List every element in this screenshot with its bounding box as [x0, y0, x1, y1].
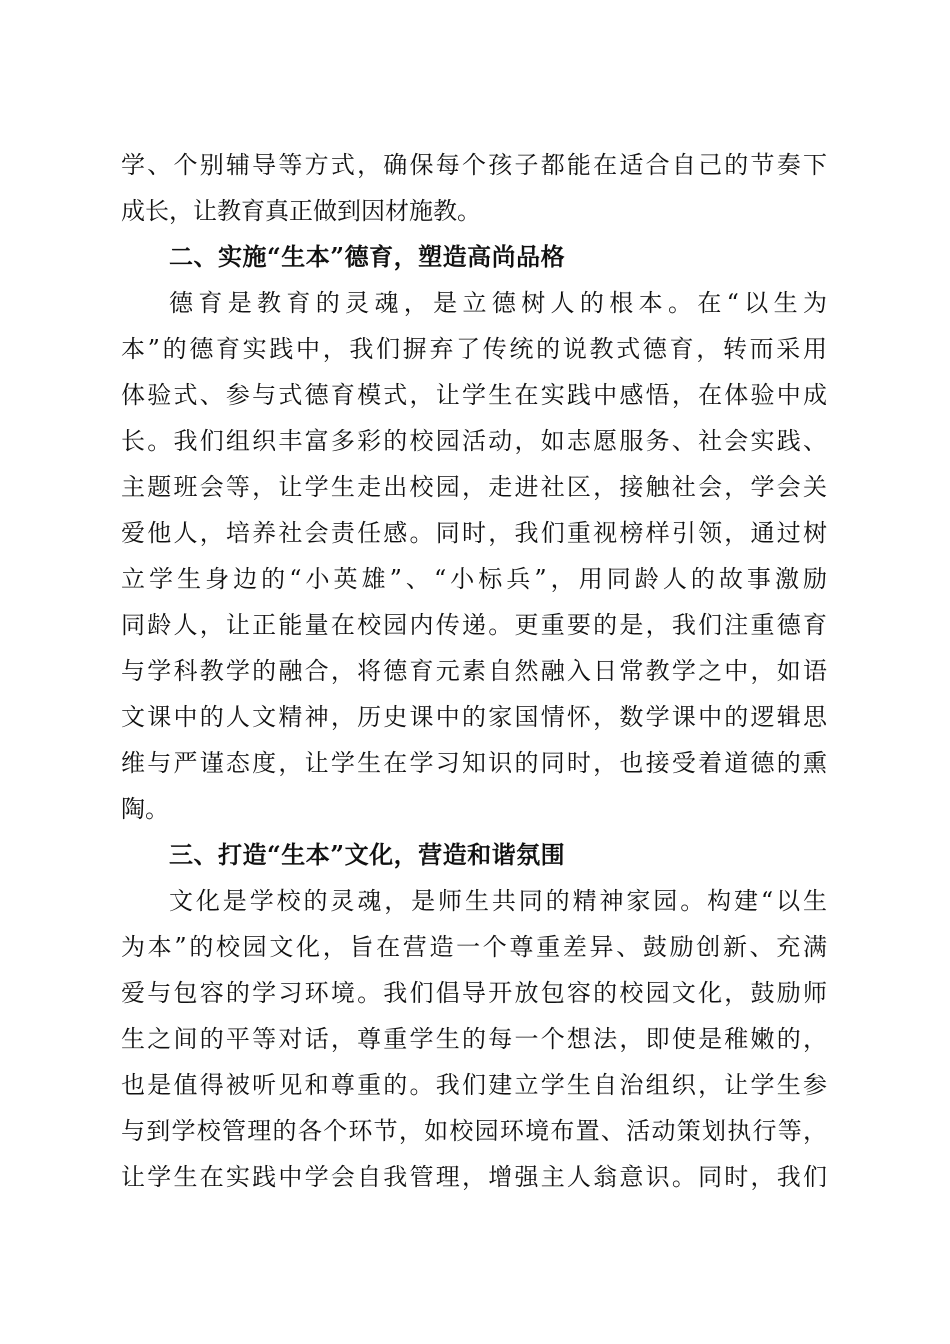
section-heading-3: 三、打造“生本”文化，营造和谐氛围 [169, 840, 566, 869]
text-line: 文课中的人文精神，历史课中的家国情怀，数学课中的逻辑思 [121, 703, 827, 731]
text-line: 成长，让教育真正做到因材施教。 [121, 197, 481, 225]
text-line: 陶。 [121, 795, 169, 823]
paragraph-1 [121, 142, 827, 234]
text-line: 主题班会等，让学生走出校园，走进社区，接触社会，学会关 [121, 473, 827, 501]
text-line: 立学生身边的“小英雄”、“小标兵”，用同龄人的故事激励 [121, 565, 827, 593]
text-line: 长。我们组织丰富多彩的校园活动，如志愿服务、社会实践、 [121, 427, 827, 455]
text-line: 本”的德育实践中，我们摒弃了传统的说教式德育，转而采用 [121, 335, 827, 363]
text-line: 与到学校管理的各个环节，如校园环境布置、活动策划执行等， [121, 1117, 827, 1145]
text-line: 为本”的校园文化，旨在营造一个尊重差异、鼓励创新、充满 [121, 933, 827, 961]
text-line: 也是值得被听见和尊重的。我们建立学生自治组织，让学生参 [121, 1071, 827, 1099]
text-line: 爱与包容的学习环境。我们倡导开放包容的校园文化，鼓励师 [121, 979, 827, 1007]
text-line: 体验式、参与式德育模式，让学生在实践中感悟，在体验中成 [121, 381, 827, 409]
text-line: 同龄人，让正能量在校园内传递。更重要的是，我们注重德育 [121, 611, 827, 639]
text-line: 学、个别辅导等方式，确保每个孩子都能在适合自己的节奏下 [121, 151, 827, 179]
paragraph-3 [121, 878, 827, 1200]
document-body [121, 142, 827, 1200]
text-line: 生之间的平等对话，尊重学生的每一个想法，即使是稚嫩的， [121, 1025, 827, 1053]
paragraph-2 [121, 280, 827, 832]
text-line: 让学生在实践中学会自我管理，增强主人翁意识。同时，我们 [121, 1163, 827, 1191]
section-heading-2: 二、实施“生本”德育，塑造高尚品格 [169, 242, 566, 271]
text-line: 德育是教育的灵魂，是立德树人的根本。在“以生为 [169, 289, 827, 317]
text-line: 爱他人，培养社会责任感。同时，我们重视榜样引领，通过树 [121, 519, 827, 547]
text-line: 与学科教学的融合，将德育元素自然融入日常教学之中，如语 [121, 657, 827, 685]
text-line: 维与严谨态度，让学生在学习知识的同时，也接受着道德的熏 [121, 749, 827, 777]
text-line: 文化是学校的灵魂，是师生共同的精神家园。构建“以生 [169, 887, 827, 915]
